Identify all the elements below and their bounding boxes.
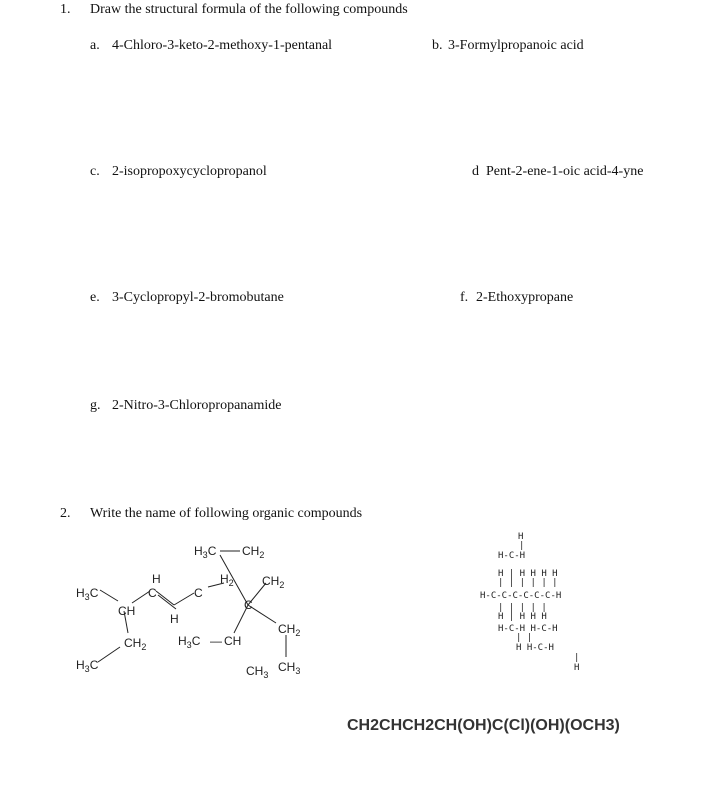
question-2-number: 2.	[60, 506, 71, 521]
item-g-label: g.	[90, 398, 101, 413]
struct1-h-lower: H	[170, 612, 179, 626]
item-f-text: 2-Ethoxypropane	[476, 290, 574, 305]
struct1-ch2-left: $CH_2$	[124, 636, 147, 652]
question-1-number: 1.	[60, 2, 71, 17]
item-e-label: e.	[90, 290, 100, 305]
struct1-ch-mid: CH	[224, 634, 242, 648]
item-c-label: c.	[90, 164, 100, 179]
struct1-dash: —	[210, 634, 222, 648]
struct1-h-upper: H	[152, 572, 161, 586]
item-c-text: 2-isopropoxycyclopropanol	[112, 164, 267, 179]
struct1-ch3-a: $CH_3$	[246, 664, 269, 680]
struct1-h2-label: $H_2$	[220, 572, 234, 588]
svg-text:H-C-H: H-C-H	[498, 551, 526, 561]
item-b-text: 3-Formylpropanoic acid	[448, 38, 584, 53]
struct1-ch2-lower: $CH_2$	[278, 622, 301, 638]
struct1-h3c-mid: $H_3C$	[178, 634, 201, 650]
svg-text:| | | | | |: | | | | | |	[498, 578, 558, 588]
struct1-c-quat: C	[244, 598, 253, 612]
item-f-label: f.	[460, 290, 469, 305]
svg-text:H | H H H: H | H H H	[498, 612, 547, 622]
svg-text:|: |	[574, 653, 580, 663]
struct1-h3c-left: $H_3C$	[76, 586, 99, 602]
struct1-h3c-top: $H_3C$	[194, 544, 217, 560]
item-a-label: a.	[90, 38, 100, 53]
question-1-prompt: Draw the structural formula of the following compounds	[90, 2, 408, 17]
svg-text:| |: | |	[516, 633, 533, 643]
struct1-ch3-b: $CH_3$	[278, 660, 301, 676]
struct1-ch-left: CH	[118, 604, 136, 618]
condensed-formula: CH2CHCH2CH(OH)C(Cl)(OH)(OCH3)	[347, 717, 620, 734]
item-e-text: 3-Cyclopropyl-2-bromobutane	[112, 290, 284, 305]
svg-text:| | | | |: | | | | |	[498, 603, 547, 613]
struct1-h3c-bottom: $H_3C$	[76, 658, 99, 674]
item-b-label: b.	[432, 38, 443, 53]
struct1-c-upper: C	[148, 586, 157, 600]
svg-text:H: H	[518, 532, 524, 542]
svg-text:H-C-H H-C-H: H-C-H H-C-H	[498, 624, 558, 634]
struct1-ch2-right: $CH_2$	[262, 574, 285, 590]
structure-1-diagram	[70, 535, 340, 685]
struct1-c-mid: C	[194, 586, 203, 600]
svg-text:H: H	[574, 663, 580, 673]
svg-text:H-C-C-C-C-C-C-H: H-C-C-C-C-C-C-H	[480, 591, 562, 601]
question-2-prompt: Write the name of following organic compounds	[90, 506, 363, 521]
item-d-text: Pent-2-ene-1-oic acid-4-yne	[486, 164, 644, 179]
item-g-text: 2-Nitro-3-Chloropropanamide	[112, 398, 282, 413]
structure-2-diagram	[478, 528, 628, 678]
item-d-label: d	[472, 164, 479, 179]
struct1-ch2-top: $CH_2$	[242, 544, 265, 560]
item-a-text: 4-Chloro-3-keto-2-methoxy-1-pentanal	[112, 38, 333, 53]
svg-text:H H-C-H: H H-C-H	[516, 643, 554, 653]
svg-text:|: |	[519, 541, 525, 551]
svg-text:H | H H H H: H | H H H H	[498, 569, 558, 579]
